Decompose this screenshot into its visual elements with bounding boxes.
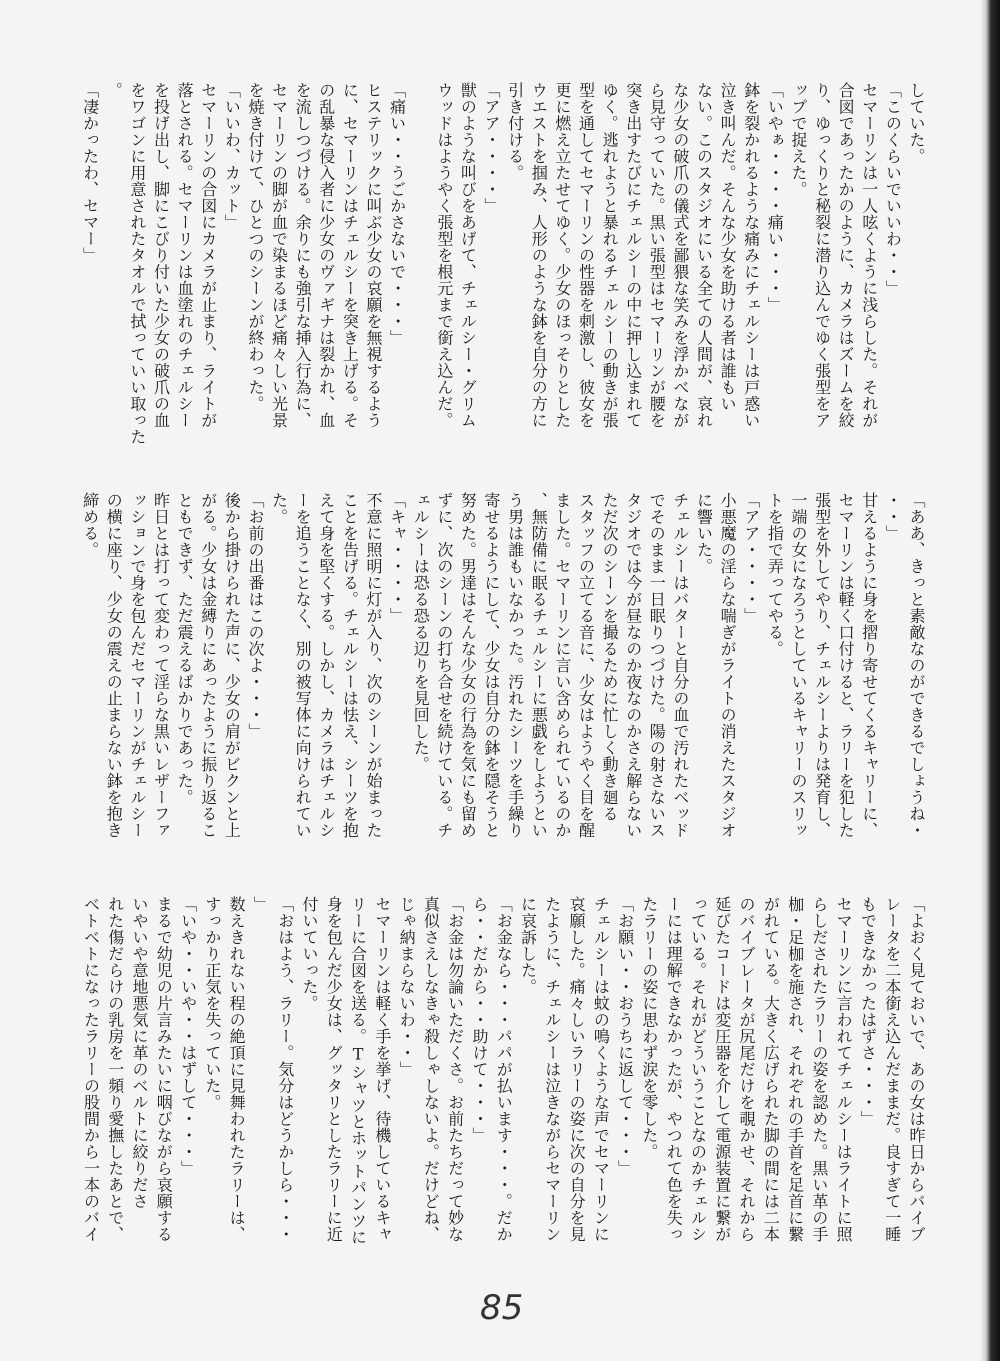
text-column: 引き付ける。 [505, 82, 525, 181]
text-column: セマーリンの脚が血で染まるほど痛々しい光景 [269, 82, 289, 429]
text-column: えて身を堅くする。しかし、カメラはチェルシ [316, 492, 336, 839]
text-column: 延びたコードは変圧器を介して電源装置に繋が [712, 896, 732, 1243]
text-column: セマーリンは一人呟くように浅らした。それが [859, 82, 879, 429]
text-column: 「お前の出番はこの次よ・・・」 [245, 492, 265, 740]
text-column: 後から掛けられた声に、少女の肩がビクンと上 [222, 492, 242, 839]
text-column: のバイブレータが尻尾だけを覗かせ、それから [737, 896, 757, 1243]
text-column: 真似さえしなきゃ殺しゃしないよ。だけどね、 [421, 896, 441, 1243]
text-column: 小悪魔の淫らな喘ぎがライトの消えたスタジオ [718, 492, 738, 839]
text-column: 「キャ・・・・」 [387, 492, 407, 624]
text-column: 付いていった。 [299, 896, 319, 1012]
text-column: 「よおく見ておいで、あの女は昨日からバイブ [907, 896, 926, 1243]
text-column: 寄せるようにして、少女は自分の鉢を隠そうと [482, 492, 502, 839]
text-column: ない。このスタジオにいる全ての人間が、哀れ [694, 82, 714, 429]
text-column [411, 82, 435, 522]
text-column: じゃ納まらないわ・・」 [397, 896, 417, 1078]
text-column: ウエストを掴み、人形のような鉢を自分の方に [529, 82, 549, 429]
text-column: 「凄かったわ、セマー」 [80, 82, 100, 264]
text-column: 枷・足枷を施され、それぞれの手首を足首に繋 [785, 896, 805, 1243]
text-column: ただ次のシーンを撮るために忙しく動き廻る [600, 492, 620, 822]
text-column: らしだされたラリーの姿を認めた。黒い革の手 [809, 896, 829, 1243]
text-column: 一端の女になろうとしているキャリーのスリッ [788, 492, 808, 839]
text-column: 」 [251, 896, 271, 913]
text-column: をワゴンに用意されたタオルで拭っていい取った [127, 82, 147, 445]
text-column: 昨日とは打って変わって淫らな黒いレザーファ [151, 492, 171, 839]
text-column: でそのまま一日眠りつづけた。陽の射さないス [647, 492, 667, 839]
text-column: がれている。大きく広げられた脚の間には二本 [761, 896, 781, 1243]
text-column: 不意に照明に灯が入り、次のシーンが始まった [363, 492, 383, 839]
page-number: 85 [480, 1288, 524, 1328]
text-column: ベトベトになったラリーの股間から一本のバイ [81, 896, 101, 1243]
text-column: 泣き叫んだ。そんな少女を助ける者は誰もい [718, 82, 738, 412]
text-column: ウッドはようやく張型を根元まで銜え込んだ。 [434, 82, 454, 429]
text-column: 「お願い・・おうちに返して・・・」 [615, 896, 635, 1177]
text-column: チェルシーは蚊の鳴くような声でセマーリンに [591, 896, 611, 1243]
text-column: ーを追うことなく、別の被写体に向けられてい [293, 492, 313, 839]
text-column: 数えきれない程の絶頂に見舞われたラリーは、 [227, 896, 247, 1243]
text-column: 甘えるように身を摺り寄せてくるキャリーに、 [859, 492, 879, 839]
text-column: 突き出すたびにチェルシーの中に押し込まれて [623, 82, 643, 429]
text-column: ーには理解できなかったが、やつれて色を失っ [664, 896, 684, 1243]
text-column: れた傷だらけの乳房を一頻り愛撫したあとで、 [105, 896, 125, 1243]
text-column: セマーリンは軽く手を挙げ、待機しているキャ [372, 896, 392, 1243]
text-column: 「お金は勿論いただくさ。お前たちだって妙な [445, 896, 465, 1243]
text-column: 張型を外してやり、チェルシーよりは発育し、 [812, 492, 832, 839]
text-column: 落とされる。セマーリンは血塗れのチェルシー [175, 82, 195, 429]
text-column: すっかり正気を失っていた。 [202, 896, 222, 1111]
text-column: を投げ出し、脚にこびり付いた少女の破爪の血 [151, 82, 171, 429]
text-band-middle [80, 492, 930, 892]
text-column: 合図であったかのように、カメラはズームを絞 [836, 82, 856, 429]
text-column: ヒステリックに叫ぶ少女の哀願を無視するよう [363, 82, 383, 429]
text-column: 身を包んだ少女は、グッタリとしたラリーに近 [324, 896, 344, 1243]
text-column: 鉢を裂かれるような痛みにチェルシーは戸惑い [741, 82, 761, 429]
text-column: 「おはよう、ラリー。気分はどうかしら・・・ [275, 896, 295, 1243]
text-column: もできなかったはずさ・・・」 [858, 896, 878, 1127]
text-column: ェルシーは恐る恐る辺りを見回した。 [411, 492, 431, 773]
text-column: ました。セマーリンに言い含められているのか [552, 492, 572, 839]
text-column: ずに、次のシーンの打ち合せを続けている。チ [434, 492, 454, 839]
text-column: 「いいわ、カット」 [222, 82, 242, 231]
text-column: ゆく。逃れようと暴れるチェルシーの動きが張 [600, 82, 620, 429]
text-column: リーに合図を送る。Tシャツとホットパンツに [348, 896, 368, 1246]
text-column: っている。それがどういうことなのかチェルシ [688, 896, 708, 1243]
text-column: ・・」 [883, 492, 903, 542]
text-column: レータを二本銜え込んだままだ。良すぎて一睡 [882, 896, 902, 1243]
text-column: スタッフの立てる音に、少女はようやく目を醒 [576, 492, 596, 839]
text-column: 「このくらいでいいわ・・」 [883, 82, 903, 297]
text-column: がる。少女は金縛りにあったように振り返るこ [198, 492, 218, 839]
text-column: の乱暴な侵入者に少女のヴァギナは裂かれ、血 [316, 82, 336, 429]
text-column: していた。 [907, 82, 926, 165]
text-column: 哀願した。痛々しいラリーの姿に次の自分を見 [567, 896, 587, 1243]
text-column: ともできず、ただ震えるばかりであった。 [175, 492, 195, 806]
text-column: たように、チェルシーは泣きながらセマーリン [542, 896, 562, 1243]
text-column: 獣のような叫びをあげて、チェルシー・グリム [458, 82, 478, 429]
text-column: 締める。 [80, 492, 100, 558]
text-column: いやいや意地悪気に革のベルトに絞りださ [130, 896, 149, 1210]
text-column: た。 [269, 492, 289, 525]
text-column: う男は誰もいなかった。汚れたシーツを手繰り [505, 492, 525, 839]
text-column: セマーリンの合図にカメラが止まり、ライトが [198, 82, 218, 429]
text-column: ことを告げる。チェルシーは怯え、シーツを抱 [340, 492, 360, 839]
text-column: たラリーの姿に思わず涙を零した。 [639, 896, 659, 1160]
text-column: 更に燃え立たせてゆく。少女のほっそりとした [552, 82, 572, 429]
text-column: トを指で弄ってやる。 [765, 492, 785, 657]
text-column: に哀訴した。 [518, 896, 538, 995]
text-column: ップで捉えた。 [788, 82, 808, 198]
text-column: 型を通してセマーリンの性器を刺激し、彼女を [576, 82, 596, 429]
text-column: を流しつづける。余りにも強引な挿入行為に、 [293, 82, 313, 429]
text-column: に、セマーリンはチェルシーを突き上げる。そ [340, 82, 360, 429]
text-column: チェルシーはバターと自分の血で汚れたベッド [670, 492, 690, 839]
text-column: ら・・だから・・助けて・・・」 [469, 896, 489, 1144]
text-column: まるで幼児の片言みたいに咽びながら哀願する [154, 896, 174, 1243]
text-band-top [80, 82, 930, 522]
text-band-bottom [80, 896, 930, 1296]
text-column: タジオでは今が昼なのか夜なのかさえ解らない [623, 492, 643, 839]
text-column: 、無防備に眠るチェルシーに悪戯をしようとい [529, 492, 549, 839]
text-column: セマーリンは軽く口付けると、ラリーを犯した [836, 492, 856, 839]
text-column: を焼き付けて、ひとつのシーンが終わった。 [245, 82, 265, 412]
page-edge-shadow [980, 0, 1000, 1361]
text-column: 「痛い・・うごかさないで・・・」 [387, 82, 407, 346]
text-column: 「ああ、きっと素敵なのができるでしょうね・ [907, 492, 926, 839]
text-column: セマーリンに言われてチェルシーはライトに照 [834, 896, 854, 1243]
text-column: 「いやぁ・・・・痛い・・・」 [765, 82, 785, 313]
text-column: り、ゆっくりと秘裂に潜り込んでゆく張型をア [812, 82, 832, 429]
text-column: 「お金なら・・・パパが払います・・・。だか [494, 896, 514, 1243]
text-column: ら見守っていた。黒い張型はセマーリンが腰を [647, 82, 667, 429]
text-column: 努めた。男達はそんな少女の行為を気にも留め [458, 492, 478, 839]
text-column: の横に座り、少女の震えの止まらない鉢を抱き [104, 492, 124, 839]
text-column: 「アア・・・・」 [741, 492, 761, 624]
text-column: 「アア・・・・」 [482, 82, 502, 214]
text-column: に響いた。 [694, 492, 714, 575]
text-column: な少女の破爪の儀式を鄙猥な笑みを浮かべなが [670, 82, 690, 429]
text-column: 。 [104, 82, 124, 99]
text-column: ッションで身を包んだセマーリンがチェルシー [127, 492, 147, 839]
text-column: 「いや・・いや・・はずして・・・」 [178, 896, 198, 1177]
